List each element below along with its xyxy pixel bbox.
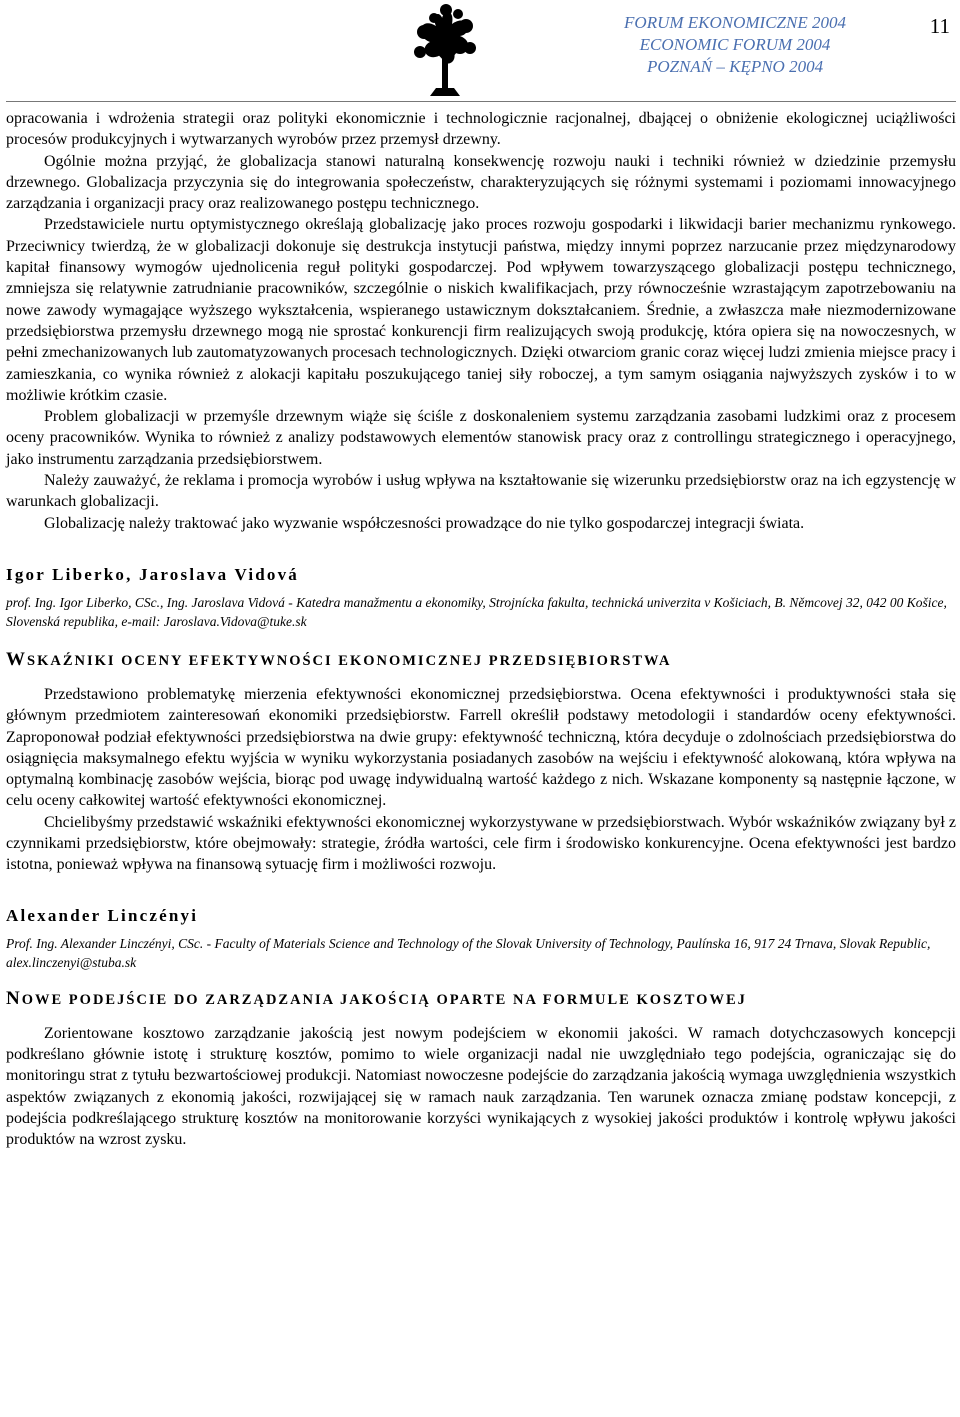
article-2-title [6, 988, 956, 1010]
page-number: 11 [929, 14, 950, 38]
article-1-affiliation: prof. Ing. Igor Liberko, CSc., Ing. Jaroslava Vidová - Katedra manažmentu a ekonomiky, Strojnícka fakulta, technická univerzita v Košiciach, B. Němcovej 32, 042 00 Košice, Slovenská republika, e-mail: Jaroslava.Vidova@tuke.sk [6, 594, 947, 629]
intro-paragraph-5: Należy zauważyć, że reklama i promocja wyrobów i usług wpływa na kształtowanie się wizerunku przedsiębiorstw oraz na ich egzystencję w warunkach globalizacji. [6, 472, 956, 511]
article-1-title [6, 649, 956, 671]
article-1-authors: Igor Liberko, Jaroslava Vidová [6, 564, 300, 584]
article-2-authors: Alexander Linczényi [6, 905, 199, 925]
intro-paragraph-2: Ogólnie można przyjąć, że globalizacja stanowi naturalną konsekwencję rozwoju nauki i techniki również w dziedzinie przemysłu drzewnego. Globalizacja przyczynia się do integrowania społeczeństw, charakteryzujących się różnymi systemami i poziomami innowacyjnego zarządzania i organizacji pracy oraz realizowanego postępu technicznego. [6, 152, 956, 213]
conference-line-3: POZNAŃ – KĘPNO 2004 [646, 57, 824, 76]
conference-title [624, 12, 846, 78]
conference-line-2: ECONOMIC FORUM 2004 [639, 35, 831, 54]
article-2-affiliation: Prof. Ing. Alexander Linczényi, CSc. - Faculty of Materials Science and Technology of the Slovak University of Technology, Paulínska 16, 917 24 Trnava, Slovak Republic, alex.linczenyi@stuba.sk [6, 935, 931, 970]
article-2-title-text: OWE PODEJŚCIE DO ZARZĄDZANIA JAKOŚCIĄ OPARTE NA FORMULE KOSZTOWEJ [21, 991, 747, 1008]
document-page [6, 0, 956, 1417]
header-divider [6, 101, 956, 102]
article-1-paragraph-2: Chcielibyśmy przedstawić wskaźniki efektywności ekonomicznej wykorzystywane w przedsiębiorstwach. Wybór wskaźników związany był z czynnikami przedsiębiorstw, które obejmowały: strategie, źródła wartości, cele firm i środowisko konkurencyjne. Ocena efektywności jest bardzo istotna, ponieważ wpływa na finansową sytuację firm i możliwości rozwoju. [6, 813, 956, 874]
article-2-paragraph-1: Zorientowane kosztowo zarządzanie jakością jest nowym podejściem w ekonomii jakości. W ramach dotychczasowych koncepcji podkreślano głównie istotę i strukturę kosztów, pomimo to wiele organizacji nadal nie uwzględniało tego podejścia, ograniczając się do monitoringu strat z tytułu bezwartościowej produkcji. Natomiast nowoczesne podejście do zarządzania jakością wymaga uwzględnienia wszystkich aspektów związanych z ekonomią jakości, rozwijającej się w ramach nauk zarządzania. Ten warunek oznacza zmianę podstaw koncepcji, z podejścia podkreślającego strukturę kosztów na monitorowanie korzyści wynikających z wysokiej jakości produktów i kontrolę wpływu jakości produktów na wzrost zysku. [6, 1024, 956, 1149]
intro-paragraph-3: Przedstawiciele nurtu optymistycznego określają globalizację jako proces rozwoju gospodarki i likwidacji barier mechanizmu rynkowego. Przeciwnicy twierdzą, że w globalizacji dokonuje się destrukcja instytucji państwa, między innymi poprzez narzucanie przez międzynarodowy kapitał finansowy wymogów ujednolicenia reguł polityki gospodarczej. Pod wpływem towarzyszącego globalizacji postępu technicznego, zmniejsza się relatywnie zatrudnianie pracowników, szczególnie o niskich kwalifikacjach, przy równocześnie wzrastającym zapotrzebowaniu na nowe zawody wymagające wyższego wykształcenia, wspieranego ustawicznym dokształcaniem. Średnie, a zwłaszcza małe niezmodernizowane przedsiębiorstwa przemysłu drzewnego mogą nie sprostać konkurencji firm realizujących swoją produkcję, która opiera się na nowoczesnych, w pełni zmechanizowanych lub zautomatyzowanych procesach technologicznych. Dzięki otwarciom granic coraz więcej ludzi zmienia miejsce pracy i zamieszkania, co wynika również z alokacji kapitału poszukującego taniej siły roboczej, a tym samym osiągania najwyższych zysków i to w możliwie krótkim czasie. [6, 216, 956, 404]
article-1-paragraph-1: Przedstawiono problematykę mierzenia efektywności ekonomicznej przedsiębiorstwa. Ocena efektywności i produktywności stała się głównym przedmiotem zainteresowań ekonomiki przedsiębiorstw. Farrell określił podstawy metodologii i standardów oceny efektywności. Zaproponował podział efektywności przedsiębiorstwa na dwie grupy: efektywność techniczną, która decyduje o zdolnościach przedsiębiorstwa do osiągnięcia maksymalnego efektu wyjścia w wyniku wykorzystania posiadanych zasobów na wejściu i efektywność alokowaną, która wpływa na optymalną kombinację zasobów wejścia, biorąc pod uwagę indywidualną wartość każdego z nich. Wskazane komponenty są następnie łączone, w celu oceny całkowitej wartość efektywności ekonomicznej. [6, 685, 956, 810]
article-1-title-initial: W [6, 648, 27, 670]
conference-line-1: FORUM EKONOMICZNE 2004 [624, 13, 846, 32]
intro-paragraph-4: Problem globalizacji w przemyśle drzewnym wiąże się ściśle z doskonaleniem systemu zarządzania zasobami ludzkimi oraz z procesem oceny pracowników. Wynika to również z analizy podstawowych elementów stanowisk pracy oraz z controllingu strategicznego i operacyjnego, jako instrumentu zarządzania przedsiębiorstwem. [6, 408, 956, 468]
page-header [6, 0, 956, 104]
article-1-title-text: SKAŹNIKI OCENY EFEKTYWNOŚCI EKONOMICZNEJ PRZEDSIĘBIORSTWA [27, 652, 672, 669]
intro-paragraph-1: opracowania i wdrożenia strategii oraz polityki ekonomicznie i technologicznie racjonalnej, dbającej o obniżenie ekologicznej uciążliwości procesów produkcyjnych i wytwarzanych wyrobów przez przemysł drzewny. [6, 110, 956, 149]
tree-logo-icon [410, 2, 480, 98]
article-2-title-initial: N [6, 987, 22, 1009]
page-content [6, 108, 956, 1150]
intro-paragraph-6: Globalizację należy traktować jako wyzwanie współczesności prowadzące do nie tylko gospodarczej integracji świata. [44, 514, 805, 532]
